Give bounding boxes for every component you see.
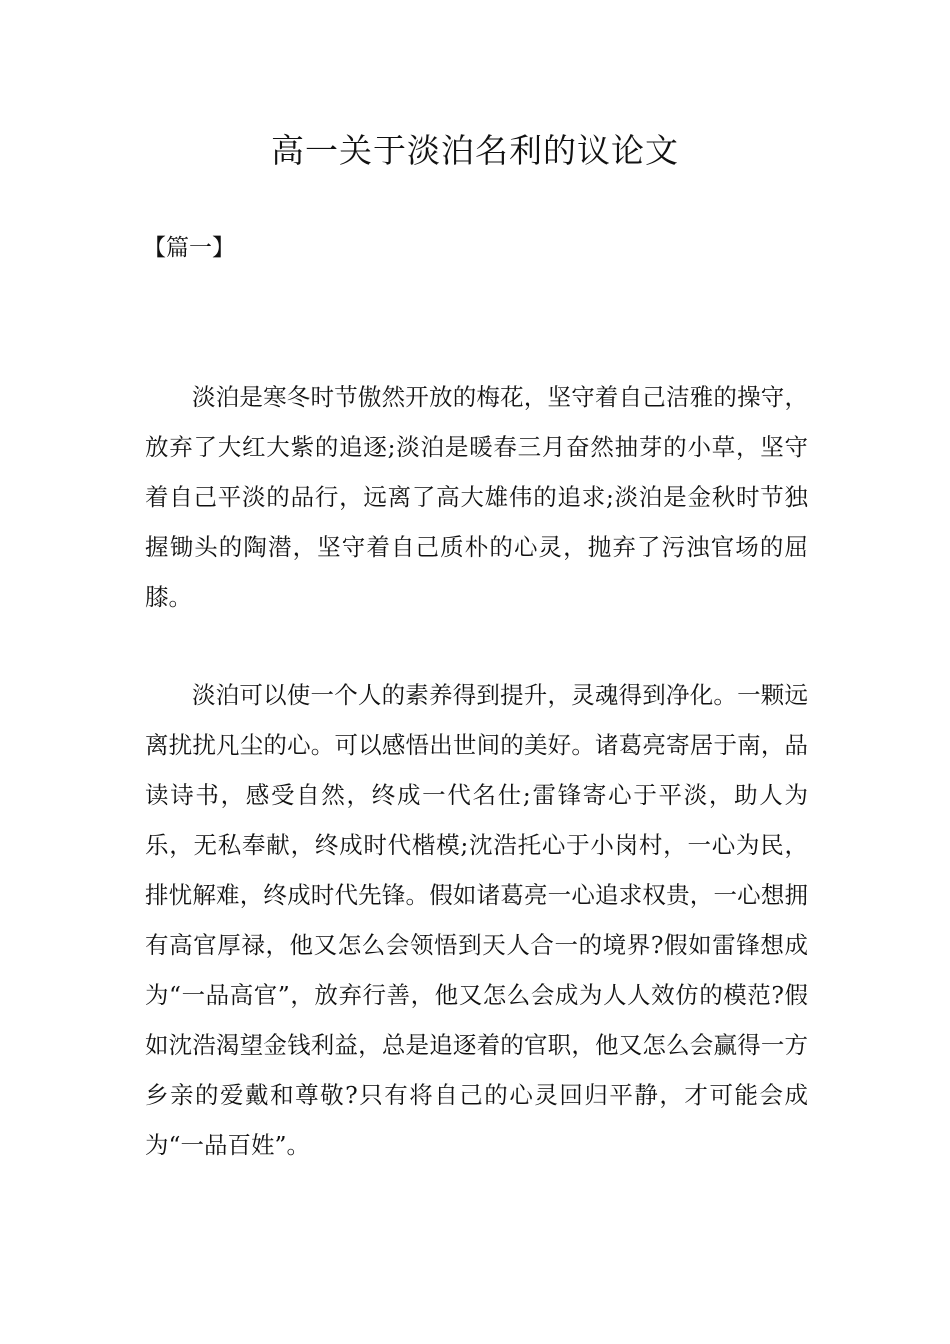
paragraph-1: 淡泊是寒冬时节傲然开放的梅花，坚守着自己洁雅的操守，放弃了大红大紫的追逐;淡泊是暖春三月奋然抽芽的小草，坚守着自己平淡的品行，远离了高大雄伟的追求;淡泊是金秋时节独握锄头的陶潜，坚守着自己质朴的心灵，抛弃了污浊官场的屈膝。 bbox=[145, 383, 808, 611]
document-title: 高一关于淡泊名利的议论文 bbox=[271, 131, 679, 170]
section-label: 【篇一】 bbox=[143, 235, 235, 261]
paragraph-2: 淡泊可以使一个人的素养得到提升，灵魂得到净化。一颗远离扰扰凡尘的心。可以感悟出世间的美好。诸葛亮寄居于南，品读诗书，感受自然，终成一代名仕;雷锋寄心于平淡，助人为乐，无私奉献，终成时代楷模;沈浩托心于小岗村，一心为民，排忧解难，终成时代先锋。假如诸葛亮一心追求权贵，一心想拥有高官厚禄，他又怎么会领悟到天人合一的境界?假如雷锋想成为“一品高官”，放弃行善，他又怎么会成为人人效仿的模范?假如沈浩渴望金钱利益，总是追逐着的官职，他又怎么会赢得一方乡亲的爱戴和尊敬?只有将自己的心灵回归平静，才可能会成为“一品百姓”。 bbox=[145, 681, 808, 1159]
